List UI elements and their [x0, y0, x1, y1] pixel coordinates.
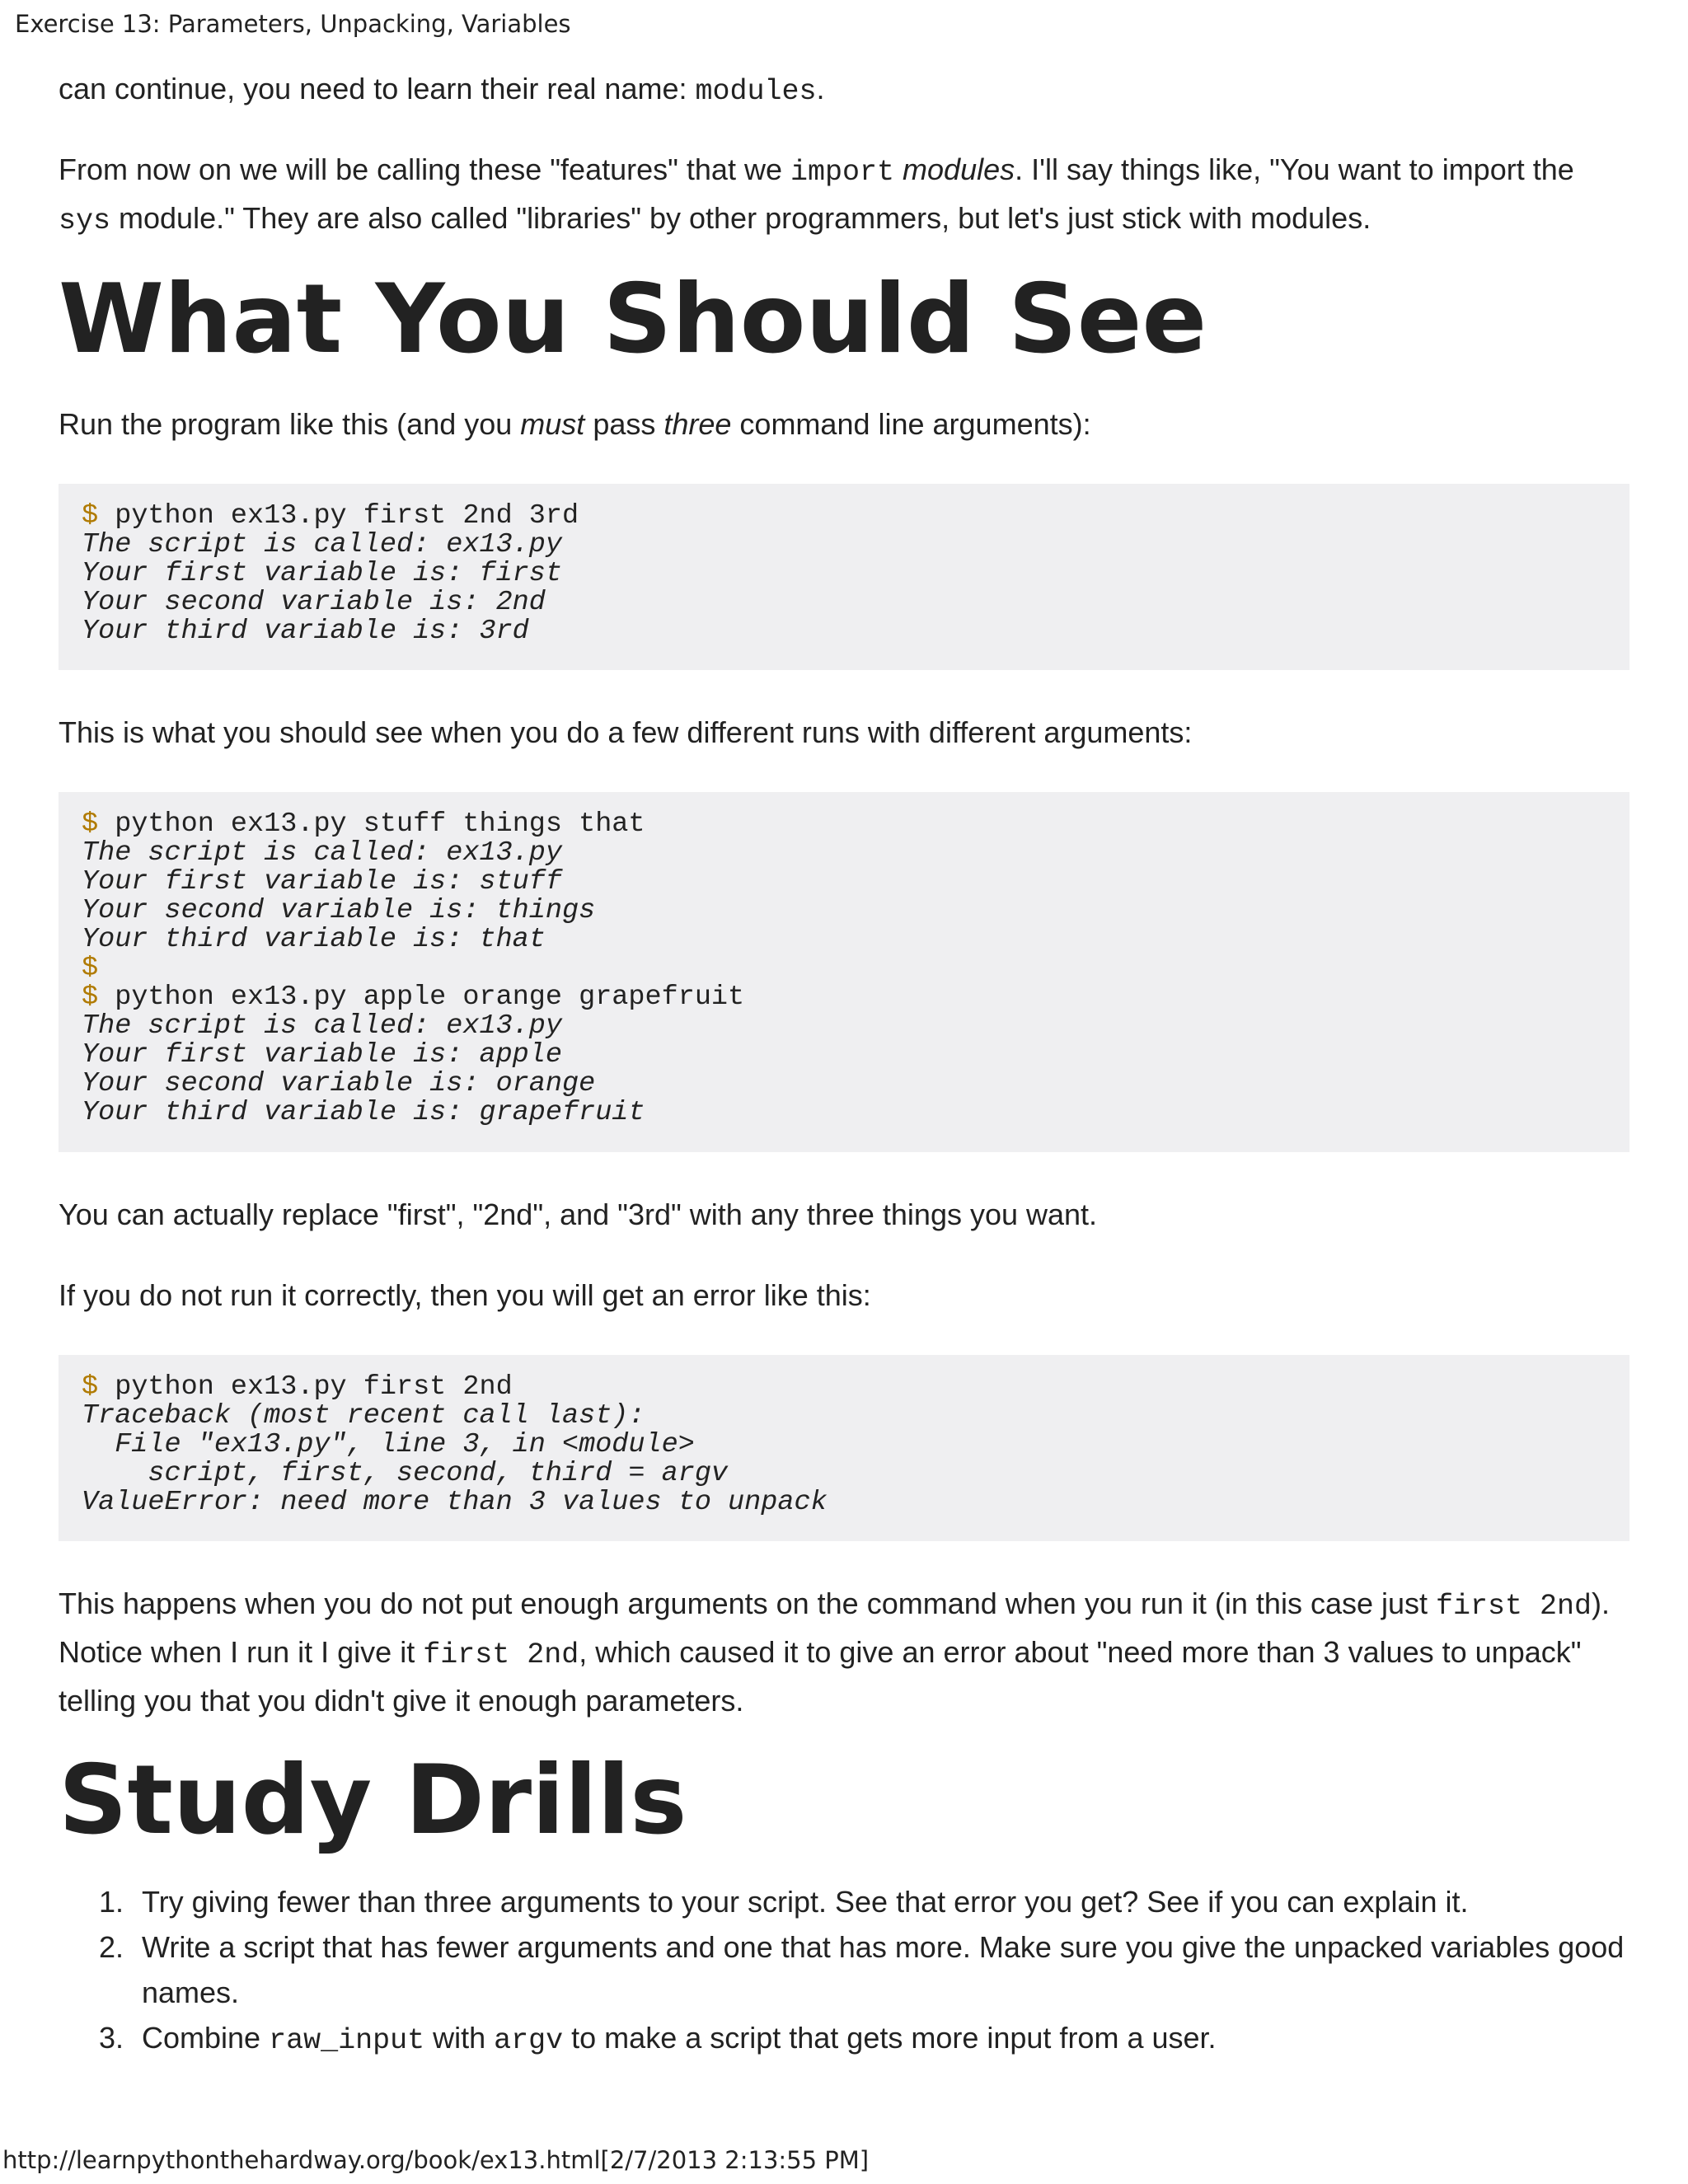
page-header: Exercise 13: Parameters, Unpacking, Variables	[15, 10, 571, 38]
program-output: Your first variable is: apple	[82, 1039, 562, 1071]
code-block-basic-run	[59, 484, 1629, 670]
text: .	[816, 72, 825, 105]
error-intro-paragraph: If you do not run it correctly, then you will get an error like this:	[59, 1278, 871, 1312]
program-output: Your second variable is: 2nd	[82, 587, 546, 618]
program-output: File "ex13.py", line 3, in <module>	[82, 1429, 695, 1460]
list-item	[59, 1879, 1629, 1924]
emphasis: three	[663, 407, 732, 441]
code-line	[82, 810, 1629, 839]
intro-paragraph-1	[59, 66, 1629, 115]
code-line	[82, 839, 1629, 868]
code-line	[82, 502, 1629, 531]
program-output: The script is called: ex13.py	[82, 837, 562, 869]
program-output: Your second variable is: orange	[82, 1068, 596, 1099]
code-line	[82, 560, 1629, 588]
code-line	[82, 1460, 1629, 1488]
emphasis: modules	[903, 152, 1015, 186]
error-explanation-paragraph	[59, 1581, 1629, 1723]
text: module." They are also called "libraries" by other programmers, but let's just stick with modules.	[110, 201, 1372, 235]
code-listing	[82, 1373, 1629, 1517]
program-output: Your first variable is: first	[82, 558, 562, 589]
list-item	[59, 1924, 1629, 2015]
code-line	[82, 1431, 1629, 1460]
inline-code: raw_input	[269, 2024, 425, 2057]
program-output: Your second variable is: things	[82, 895, 596, 926]
run-paragraph	[59, 401, 1629, 447]
text: with	[424, 2021, 495, 2055]
shell-prompt: $	[82, 808, 99, 840]
list-number: 3.	[99, 2021, 124, 2055]
code-line	[82, 1488, 1629, 1517]
program-output: Your third variable is: grapefruit	[82, 1097, 645, 1128]
shell-command: python ex13.py first 2nd 3rd	[98, 500, 579, 532]
code-line	[82, 868, 1629, 897]
program-output: ValueError: need more than 3 values to unpack	[82, 1487, 828, 1518]
text: ). Notice when I run it I give it	[59, 1586, 1611, 1669]
text: From now on we will be calling these "features" that we	[59, 152, 790, 186]
inline-code: first 2nd	[1436, 1590, 1592, 1623]
shell-command: python ex13.py stuff things that	[98, 808, 645, 840]
intro-paragraph-2	[59, 147, 1629, 244]
shell-prompt: $	[82, 500, 99, 532]
inline-code: modules	[695, 75, 817, 108]
code-line	[82, 1041, 1629, 1070]
shell-prompt: $	[82, 953, 99, 984]
code-block-error	[59, 1355, 1629, 1541]
code-line	[82, 983, 1629, 1012]
code-line	[82, 588, 1629, 617]
code-line	[82, 926, 1629, 954]
program-output: script, first, second, third = argv	[82, 1458, 729, 1489]
text: pass	[584, 407, 664, 441]
list-number: 2.	[99, 1930, 124, 1964]
shell-prompt: $	[82, 982, 99, 1013]
code-line	[82, 1070, 1629, 1099]
program-output: The script is called: ex13.py	[82, 1010, 562, 1042]
code-block-multiple-runs	[59, 792, 1629, 1152]
inline-code: sys	[59, 204, 111, 237]
list-number: 1.	[99, 1885, 124, 1919]
heading-study-drills: Study Drills	[59, 1745, 687, 1856]
study-drills-list	[59, 1879, 1629, 2064]
emphasis: must	[520, 407, 585, 441]
code-line	[82, 897, 1629, 926]
text: . I'll say things like, "You want to import the	[1015, 152, 1574, 186]
code-listing	[82, 502, 1629, 646]
code-line	[82, 617, 1629, 646]
program-output: Your third variable is: 3rd	[82, 616, 529, 647]
replace-paragraph: You can actually replace "first", "2nd", and "3rd" with any three things you want.	[59, 1197, 1098, 1231]
shell-command: python ex13.py apple orange grapefruit	[98, 982, 745, 1013]
code-line	[82, 531, 1629, 560]
code-listing	[82, 810, 1629, 1127]
text: Run the program like this (and you	[59, 407, 521, 441]
code-line	[82, 1099, 1629, 1127]
program-output: Your first variable is: stuff	[82, 866, 562, 898]
code-line	[82, 954, 1629, 983]
code-line	[82, 1012, 1629, 1041]
text: Write a script that has fewer arguments and one that has more. Make sure you give the unpacked variables good names.	[142, 1930, 1625, 2009]
inline-code: first 2nd	[423, 1638, 579, 1671]
text: to make a script that gets more input from a user.	[563, 2021, 1217, 2055]
heading-what-you-should-see: What You Should See	[59, 264, 1207, 375]
program-output: Your third variable is: that	[82, 924, 546, 955]
code-line	[82, 1402, 1629, 1431]
text: can continue, you need to learn their real name:	[59, 72, 696, 105]
text: Try giving fewer than three arguments to your script. See that error you get? See if you can explain it.	[142, 1885, 1469, 1919]
program-output: The script is called: ex13.py	[82, 529, 562, 560]
text: This happens when you do not put enough arguments on the command when you run it (in this case just	[59, 1586, 1437, 1620]
shell-prompt: $	[82, 1371, 99, 1403]
code-line	[82, 1373, 1629, 1402]
different-runs-paragraph: This is what you should see when you do a few different runs with different arguments:	[59, 715, 1193, 749]
program-output: Traceback (most recent call last):	[82, 1400, 645, 1432]
shell-command: python ex13.py first 2nd	[98, 1371, 513, 1403]
page-footer-url: http://learnpythonthehardway.org/book/ex13.html[2/7/2013 2:13:55 PM]	[2, 2146, 870, 2174]
inline-code: argv	[494, 2024, 564, 2057]
text	[894, 152, 903, 186]
text: command line arguments):	[731, 407, 1091, 441]
list-item	[59, 2015, 1629, 2064]
text: , which caused it to give an error about "need more than 3 values to unpack" telling you that you didn't give it enough parameters.	[59, 1635, 1582, 1718]
text: Combine	[142, 2021, 270, 2055]
inline-code: import	[790, 156, 895, 189]
